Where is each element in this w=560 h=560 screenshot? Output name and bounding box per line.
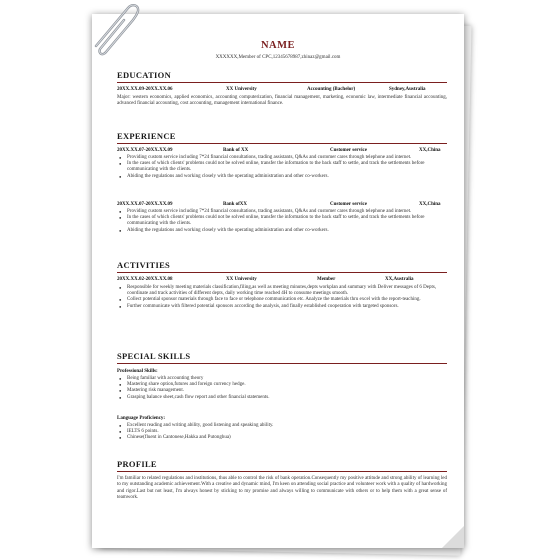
education-major: Accounting (Bachelor) xyxy=(307,87,356,92)
list-item: ● Responsible for weekly meeting materials classification,filing,as well as meeting minutes,depts workplan and summary with Deliver messages of 6 Depts, coordinate and track activities of different depts, daily working time reached 4H to consume meetings smooth. xyxy=(117,285,447,297)
list-item: ● Mastering share option,futures and foreign currency hedge. xyxy=(117,382,447,388)
resume-page xyxy=(92,14,464,548)
profile-text: I'm familiar to related regulations and institutions, thus able to control the risk of bank operation.Consequently my positive attitude and strong ability of learning led to my outstanding academic achievement.With a creative and dynamic mind, I'm keen on attending social practice and volunteer work with a quality of hardworking and rigor.Last but not least, I'm always honest by sticking to my promise and always willing to communicate with others or to help them with a great sense of teamwork. xyxy=(117,476,447,501)
list-item: ● Excellent reading and writing ability, good listening and speaking ability. xyxy=(117,423,447,429)
activity-row xyxy=(117,277,447,285)
list-item: ● Abiding the regulations and working closely with the operating administration and other co-workers. xyxy=(117,228,447,234)
education-row xyxy=(117,87,447,95)
education-school: XX University xyxy=(226,87,257,92)
professional-skills-label: Professional Skills: xyxy=(117,369,158,374)
list-item: ● Mastering risk management. xyxy=(117,388,447,394)
contact-line: XXXXXX,Member of CPC,12345678987,zhinaz@gmail.com xyxy=(215,55,341,60)
list-item: ● Being familiar with accounting theory xyxy=(117,376,447,382)
activity-location: XX,Australia xyxy=(385,277,414,282)
job-location: XX,China xyxy=(419,148,441,153)
section-rule xyxy=(117,363,447,364)
list-item: ● In the cases of which clients' problems could not be solved online, transfer the information to the back staff to settle, and track the settlements before communicating with the clients. xyxy=(117,161,447,173)
job-bullets xyxy=(117,209,447,234)
education-date: 20XX.XX.09-20XX.XX.06 xyxy=(117,87,173,92)
activity-role: Member xyxy=(317,277,336,282)
section-title-education: EDUCATION xyxy=(117,70,172,80)
education-detail: Major: western economics, applied economics, accounting computerization, financial management, marketing, economic law, intermediate financial accounting, advanced financial accounting, cost accounting, management international finance. xyxy=(117,95,447,107)
list-item: ● Collect potential sponsor materials through face to face or telephone communication etc. Analyze the materials thru excel with the report-teaching. xyxy=(117,297,447,303)
page-curl xyxy=(442,526,464,548)
job-date: 20XX.XX.07-20XX.XX.09 xyxy=(117,148,173,153)
section-rule xyxy=(117,471,447,472)
section-title-activities: ACTIVITIES xyxy=(117,260,171,270)
list-item: ● Abiding the regulations and working closely with the operating administration and other co-workers. xyxy=(117,174,447,180)
language-list xyxy=(117,423,447,442)
section-rule xyxy=(117,143,447,144)
job-role: Customer service xyxy=(330,202,367,207)
job-location: XX,China xyxy=(419,202,441,207)
language-proficiency-label: Language Proficiency: xyxy=(117,416,166,421)
professional-skills-list xyxy=(117,376,447,401)
section-rule xyxy=(117,272,447,273)
section-title-experience: EXPERIENCE xyxy=(117,131,176,141)
activity-bullets xyxy=(117,285,447,310)
activity-org: XX University xyxy=(226,277,257,282)
resume-name: NAME xyxy=(260,40,296,51)
list-item: ● IELTS 6 points. xyxy=(117,429,447,435)
education-location: Sydney,Australia xyxy=(389,87,426,92)
job-bullets xyxy=(117,155,447,180)
job-role: Customer service xyxy=(330,148,367,153)
section-title-profile: PROFILE xyxy=(117,459,157,469)
list-item: ● Providing custom service including 7*24 financial consultations, trading assistants, Q&As and customer cares through telephone and internet. xyxy=(117,209,447,215)
list-item: ● Further communicate with filtered potential sponsors according the analysis, and finally established cooperation with targeted sponsors. xyxy=(117,304,447,310)
list-item: ● Providing custom service including 7*24 financial consultations, trading assistants, Q&As and customer cares through telephone and internet. xyxy=(117,155,447,161)
list-item: ● Grasping balance sheet,cash flow report and other financial statements. xyxy=(117,395,447,401)
list-item: ● Chinese(fluent in Cantonese,Hakka and Putonghua) xyxy=(117,435,447,441)
paperclip-icon xyxy=(88,0,150,62)
list-item: ● In the cases of which clients' problems could not be solved online, transfer the information to the back staff to settle, and track the settlements before communicating with the clients. xyxy=(117,215,447,227)
job-company: Bank ofXX xyxy=(223,202,248,207)
section-title-skills: SPECIAL SKILLS xyxy=(117,351,191,361)
activity-date: 20XX.XX.02-20XX.XX.08 xyxy=(117,277,173,282)
job-company: Bank of XX xyxy=(223,148,249,153)
job-date: 20XX.XX.07-20XX.XX.09 xyxy=(117,202,173,207)
section-rule xyxy=(117,82,447,83)
